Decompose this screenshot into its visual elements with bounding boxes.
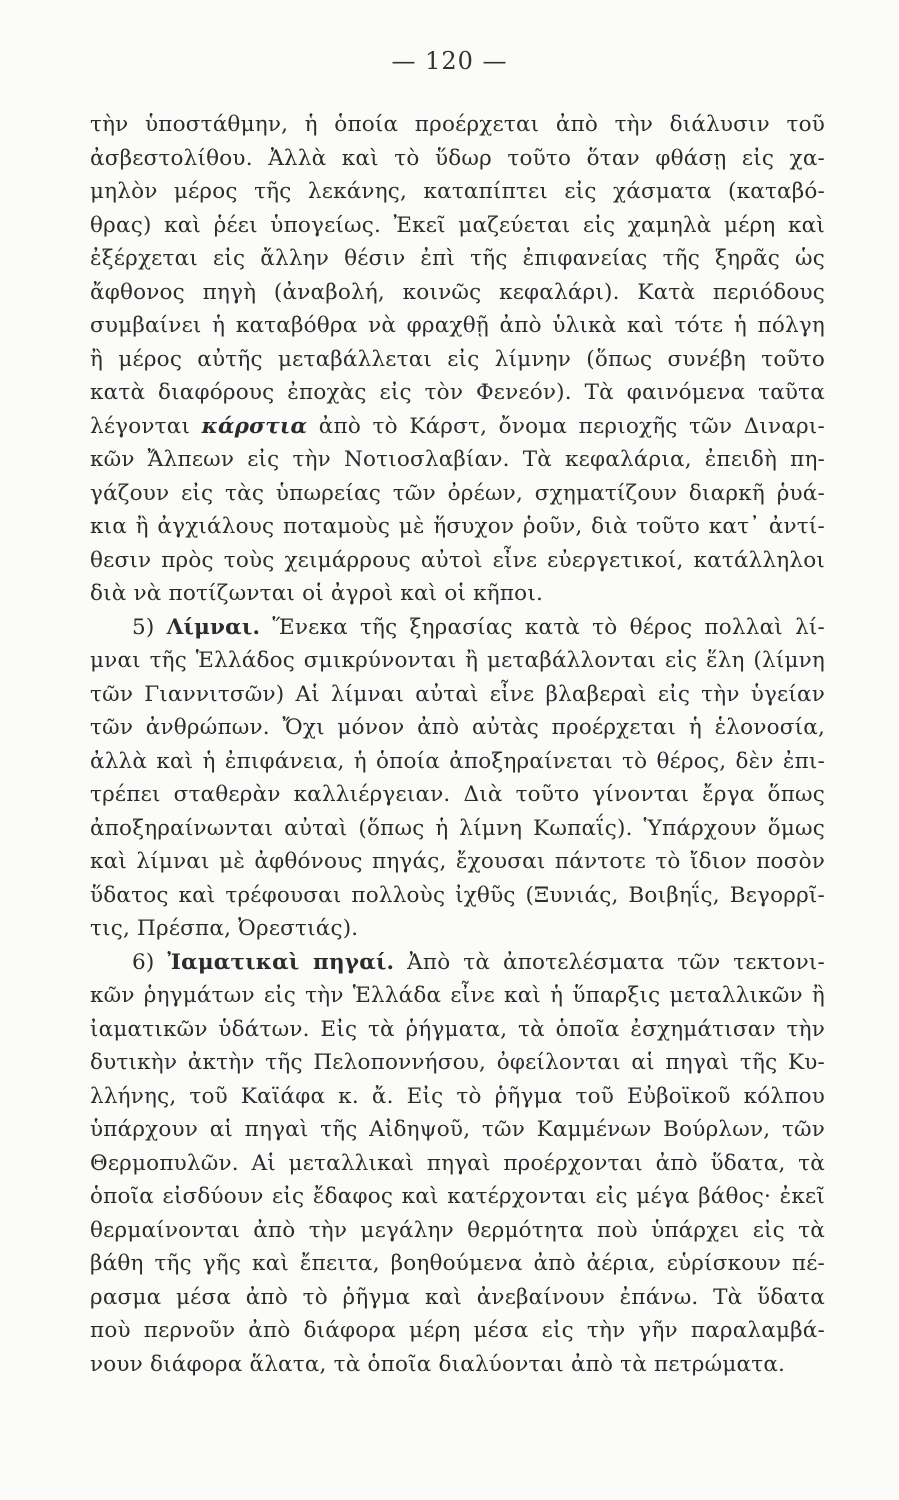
page-number: — 120 — (391, 47, 508, 75)
paragraph-end-line: νουν διάφορα ἅλατα, τὰ ὁποῖα διαλύονται ἀπὸ τὰ πετρώματα. (90, 1351, 786, 1377)
text-line: τὴν ὑποστάθμην, ἡ ὁποία προέρχεται ἀπὸ τὴν διάλυσιν τοῦ (90, 112, 825, 137)
text-line: Θερμοπυλῶν. Αἱ μεταλλικαὶ πηγαὶ προέρχονται ἀπὸ ὕδατα, τὰ (90, 1150, 825, 1176)
text-fragment: λέγονται (90, 413, 191, 439)
body-text (90, 108, 825, 1381)
section-number: 6) (132, 949, 155, 975)
section-heading-iamatikai-pigai: Ἰαματικαὶ πηγαί. (167, 949, 395, 975)
text-line: ἄφθονος πηγὴ (ἀναβολή, κοινῶς κεφαλάρι). Κατὰ περιόδους (90, 279, 825, 305)
section-number: 5) (132, 614, 155, 640)
paragraph-end-line: διὰ νὰ ποτίζωνται οἱ ἀγροὶ καὶ οἱ κῆποι. (90, 581, 543, 606)
text-line: ὑπάρχουν αἱ πηγαὶ τῆς Αἰδηψοῦ, τῶν Καμμένων Βούρλων, τῶν (90, 1117, 825, 1142)
text-line: κια ἢ ἀγχιάλους ποταμοὺς μὲ ἥσυχον ῥοῦν, διὰ τοῦτο κατ᾽ ἀντί- (90, 514, 825, 539)
text-line: ὕδατος καὶ τρέφουσαι πολλοὺς ἰχθῦς (Ξυνιάς, Βοιβηΐς, Βεγορρῖ- (90, 882, 825, 908)
text-line: θρας) καὶ ῥέει ὑπογείως. Ἐκεῖ μαζεύεται εἰς χαμηλὰ μέρη καὶ (90, 212, 825, 238)
text-line: ἀλλὰ καὶ ἡ ἐπιφάνεια, ἡ ὁποία ἀποξηραίνεται τὸ θέρος, δὲν ἐπι- (90, 748, 825, 774)
text-line: κῶν ῥηγμάτων εἰς τὴν Ἑλλάδα εἶνε καὶ ἡ ὕπαρξις μεταλλικῶν ἢ (90, 983, 825, 1008)
text-line: ἀσβεστολίθου. Ἀλλὰ καὶ τὸ ὕδωρ τοῦτο ὅταν φθάσῃ εἰς χα- (90, 145, 825, 171)
text-line: ἰαματικῶν ὑδάτων. Εἰς τὰ ῥήγματα, τὰ ὁποῖα ἐσχημάτισαν τὴν (90, 1016, 825, 1042)
text-line: συμβαίνει ἡ καταβόθρα νὰ φραχθῇ ἀπὸ ὑλικὰ καὶ τότε ἡ πόλγη (90, 313, 825, 338)
text-line: μηλὸν μέρος τῆς λεκάνης, καταπίπτει εἰς χάσματα (καταβό- (90, 179, 825, 204)
text-line: βάθη τῆς γῆς καὶ ἔπειτα, βοηθούμενα ἀπὸ ἀέρια, εὑρίσκουν πέ- (90, 1251, 825, 1276)
text-line: ὁποῖα εἰσδύουν εἰς ἔδαφος καὶ κατέρχονται εἰς μέγα βάθος· ἐκεῖ (90, 1184, 825, 1209)
text-line: δυτικὴν ἀκτὴν τῆς Πελοποννήσου, ὀφείλονται αἱ πηγαὶ τῆς Κυ- (90, 1050, 825, 1075)
section-6-first-line (90, 946, 825, 980)
text-line: τρέπει σταθερὰν καλλιέργειαν. Διὰ τοῦτο γίνονται ἔργα ὅπως (90, 782, 825, 807)
text-line: ποὺ περνοῦν ἀπὸ διάφορα μέρη μέσα εἰς τὴν γῆν παραλαμβά- (90, 1318, 825, 1343)
text-line: λλήνης, τοῦ Καϊάφα κ. ἄ. Εἰς τὸ ῥῆγμα τοῦ Εὐβοϊκοῦ κόλπου (90, 1083, 825, 1109)
term-karstia: κάρστια (201, 413, 308, 439)
text-line: μναι τῆς Ἑλλάδος σμικρύνονται ἢ μεταβάλλονται εἰς ἕλη (λίμνη (90, 648, 825, 673)
text-line: καὶ λίμναι μὲ ἀφθόνους πηγάς, ἔχουσαι πάντοτε τὸ ἴδιον ποσὸν (90, 849, 825, 874)
text-line: κῶν Ἄλπεων εἰς τὴν Νοτιοσλαβίαν. Τὰ κεφαλάρια, ἐπειδὴ πη- (90, 447, 825, 472)
text-fragment: ἀπὸ τὸ Κάρστ, ὄνομα περιοχῆς τῶν Διναρι- (318, 413, 825, 439)
text-line-with-term (90, 410, 825, 444)
section-5-first-line (90, 611, 825, 645)
text-line: τῶν ἀνθρώπων. Ὄχι μόνον ἀπὸ αὐτὰς προέρχεται ἡ ἑλονοσία, (90, 715, 825, 740)
paragraph-end-line: τις, Πρέσπα, Ὀρεστιάς). (90, 916, 359, 941)
text-fragment: Ἀπὸ τὰ ἀποτελέσματα τῶν τεκτονι- (407, 949, 825, 975)
section-heading-limnai: Λίμναι. (166, 614, 261, 640)
text-line: θεσιν πρὸς τοὺς χειμάρρους αὐτοὶ εἶνε εὐεργετικοί, κατάλληλοι (90, 547, 825, 573)
text-line: θερμαίνονται ἀπὸ τὴν μεγάλην θερμότητα ποὺ ὑπάρχει εἰς τὰ (90, 1217, 825, 1243)
text-line: ἐξέρχεται εἰς ἄλλην θέσιν ἐπὶ τῆς ἐπιφανείας τῆς ξηρᾶς ὡς (90, 246, 825, 271)
text-line: ἢ μέρος αὐτῆς μεταβάλλεται εἰς λίμνην (ὅπως συνέβη τοῦτο (90, 346, 825, 372)
text-line: ρασμα μέσα ἀπὸ τὸ ῥῆγμα καὶ ἀνεβαίνουν ἐπάνω. Τὰ ὕδατα (90, 1284, 825, 1310)
text-line: κατὰ διαφόρους ἐποχὰς εἰς τὸν Φενεόν). Τὰ φαινόμενα ταῦτα (90, 380, 825, 405)
text-line: τῶν Γιαννιτσῶν) Αἱ λίμναι αὐταὶ εἶνε βλαβεραὶ εἰς τὴν ὑγείαν (90, 681, 825, 707)
text-line: ἀποξηραίνωνται αὐταὶ (ὅπως ἡ λίμνη Κωπαΐς). Ὑπάρχουν ὅμως (90, 815, 825, 841)
text-fragment: Ἕνεκα τῆς ξηρασίας κατὰ τὸ θέρος πολλαὶ λί- (272, 614, 825, 640)
text-line: γάζουν εἰς τὰς ὑπωρείας τῶν ὀρέων, σχηματίζουν διαρκῆ ῥυά- (90, 480, 825, 506)
